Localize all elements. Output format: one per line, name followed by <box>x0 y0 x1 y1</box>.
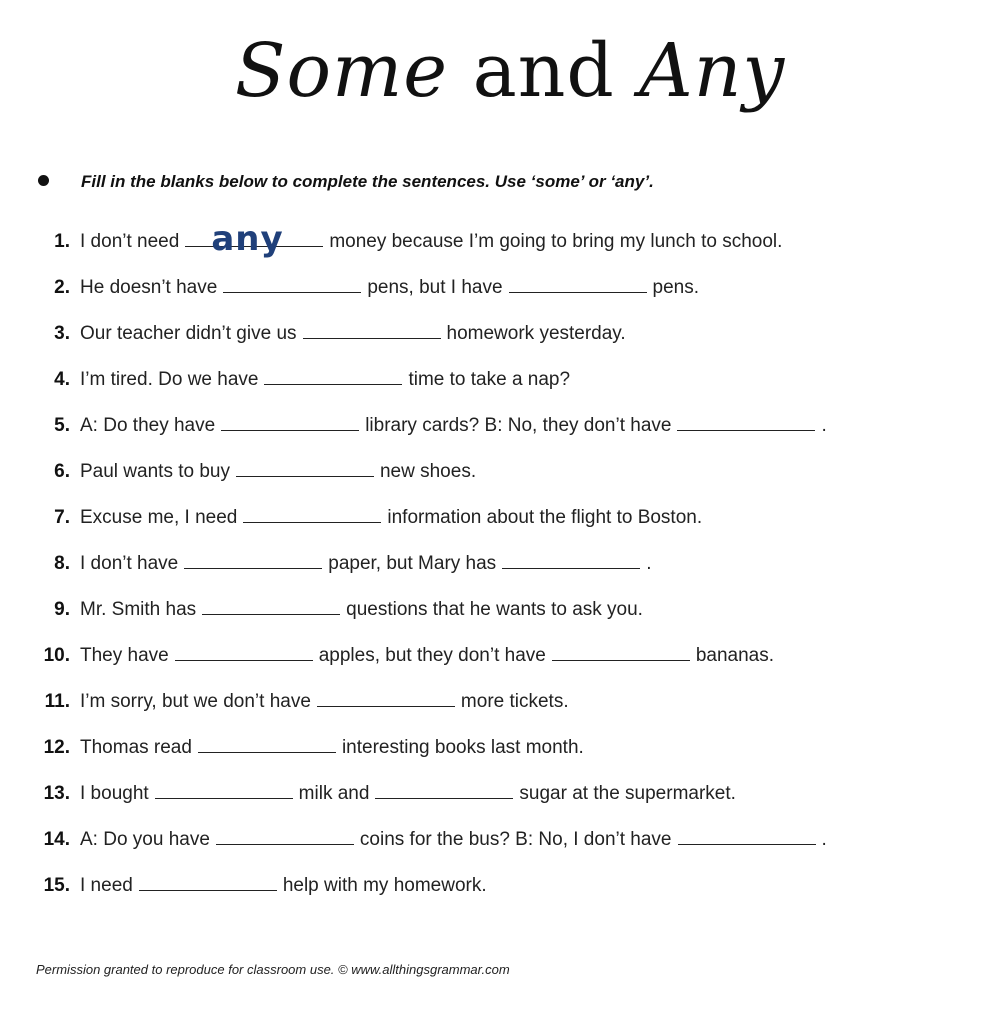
question-text: A: Do they have <box>80 415 216 436</box>
question-text: Mr. Smith has <box>80 599 197 620</box>
question-text: I bought <box>80 783 149 804</box>
page-title <box>0 28 1000 114</box>
question-text: I don’t have <box>80 553 179 574</box>
question-text: Paul wants to buy <box>80 461 230 482</box>
question-number: 10. <box>43 645 70 666</box>
question-text: I’m sorry, but we don’t have <box>80 691 311 712</box>
question-number: 7. <box>54 507 70 528</box>
question-1 <box>36 219 783 259</box>
answer-blank[interactable] <box>303 318 441 339</box>
question-number: 3. <box>54 323 70 344</box>
answer-blank[interactable] <box>216 824 354 845</box>
question-text: Our teacher didn’t give us <box>80 323 297 344</box>
answer-blank[interactable] <box>677 410 815 431</box>
question-text: money because I’m going to bring my lunch to school. <box>329 231 783 252</box>
question-number: 6. <box>54 461 70 482</box>
handwritten-answer: any <box>211 219 284 259</box>
question-text: pens, but I have <box>367 277 503 298</box>
question-text: . <box>821 829 827 850</box>
question-text: I’m tired. Do we have <box>80 369 259 390</box>
title-and: and <box>472 28 615 114</box>
question-text: . <box>821 415 827 436</box>
question-10 <box>36 640 774 670</box>
question-11 <box>36 686 569 716</box>
question-number: 5. <box>54 415 70 436</box>
question-12 <box>36 732 584 762</box>
answer-blank[interactable] <box>175 640 313 661</box>
answer-blank[interactable] <box>184 548 322 569</box>
question-text: He doesn’t have <box>80 277 218 298</box>
question-text: coins for the bus? B: No, I don’t have <box>359 829 672 850</box>
answer-blank[interactable] <box>221 410 359 431</box>
title-any: Any <box>639 28 786 114</box>
question-number: 2. <box>54 277 70 298</box>
question-number: 1. <box>54 231 70 252</box>
question-5 <box>36 410 827 440</box>
answer-blank[interactable] <box>139 870 277 891</box>
question-2 <box>36 272 699 302</box>
question-text: apples, but they don’t have <box>318 645 546 666</box>
question-text: questions that he wants to ask you. <box>346 599 643 620</box>
question-text: I don’t need <box>80 231 180 252</box>
answer-blank[interactable] <box>509 272 647 293</box>
question-9 <box>36 594 643 624</box>
question-text: bananas. <box>695 645 775 666</box>
question-text: They have <box>80 645 169 666</box>
answer-blank[interactable] <box>243 502 381 523</box>
question-number: 15. <box>43 875 70 896</box>
question-text: time to take a nap? <box>408 369 571 390</box>
answer-blank[interactable] <box>236 456 374 477</box>
question-text: . <box>646 553 652 574</box>
question-text: homework yesterday. <box>446 323 626 344</box>
question-text: new shoes. <box>379 461 477 482</box>
question-14 <box>36 824 827 854</box>
question-7 <box>36 502 702 532</box>
question-text: more tickets. <box>460 691 569 712</box>
answer-blank[interactable] <box>264 364 402 385</box>
question-number: 14. <box>43 829 70 850</box>
question-text: interesting books last month. <box>341 737 584 758</box>
question-text: Excuse me, I need <box>80 507 238 528</box>
answer-blank[interactable] <box>552 640 690 661</box>
question-3 <box>36 318 626 348</box>
question-number: 4. <box>54 369 70 390</box>
answer-blank[interactable] <box>202 594 340 615</box>
bullet-icon <box>38 175 49 186</box>
answer-blank[interactable] <box>317 686 455 707</box>
answer-blank[interactable] <box>198 732 336 753</box>
question-number: 13. <box>43 783 70 804</box>
answer-blank[interactable] <box>185 219 323 259</box>
question-15 <box>36 870 487 900</box>
answer-blank[interactable] <box>678 824 816 845</box>
answer-blank[interactable] <box>155 778 293 799</box>
question-text: information about the flight to Boston. <box>387 507 703 528</box>
question-4 <box>36 364 570 394</box>
question-text: milk and <box>298 783 370 804</box>
question-number: 8. <box>54 553 70 574</box>
question-number: 12. <box>43 737 70 758</box>
title-some: Some <box>234 28 449 114</box>
question-number: 11. <box>44 691 70 712</box>
answer-blank[interactable] <box>223 272 361 293</box>
question-8 <box>36 548 651 578</box>
question-text: library cards? B: No, they don’t have <box>365 415 672 436</box>
question-text: A: Do you have <box>80 829 210 850</box>
footer-permission: Permission granted to reproduce for classroom use. © www.allthingsgrammar.com <box>36 962 510 977</box>
question-text: paper, but Mary has <box>328 553 497 574</box>
answer-blank[interactable] <box>502 548 640 569</box>
question-text: sugar at the supermarket. <box>519 783 736 804</box>
question-6 <box>36 456 476 486</box>
answer-blank[interactable] <box>375 778 513 799</box>
question-text: pens. <box>652 277 700 298</box>
question-text: help with my homework. <box>282 875 487 896</box>
question-number: 9. <box>54 599 70 620</box>
question-text: I need <box>80 875 133 896</box>
instructions <box>38 172 654 192</box>
question-13 <box>36 778 736 808</box>
question-text: Thomas read <box>80 737 192 758</box>
instruction-text: Fill in the blanks below to complete the sentences. Use ‘some’ or ‘any’. <box>81 172 654 191</box>
